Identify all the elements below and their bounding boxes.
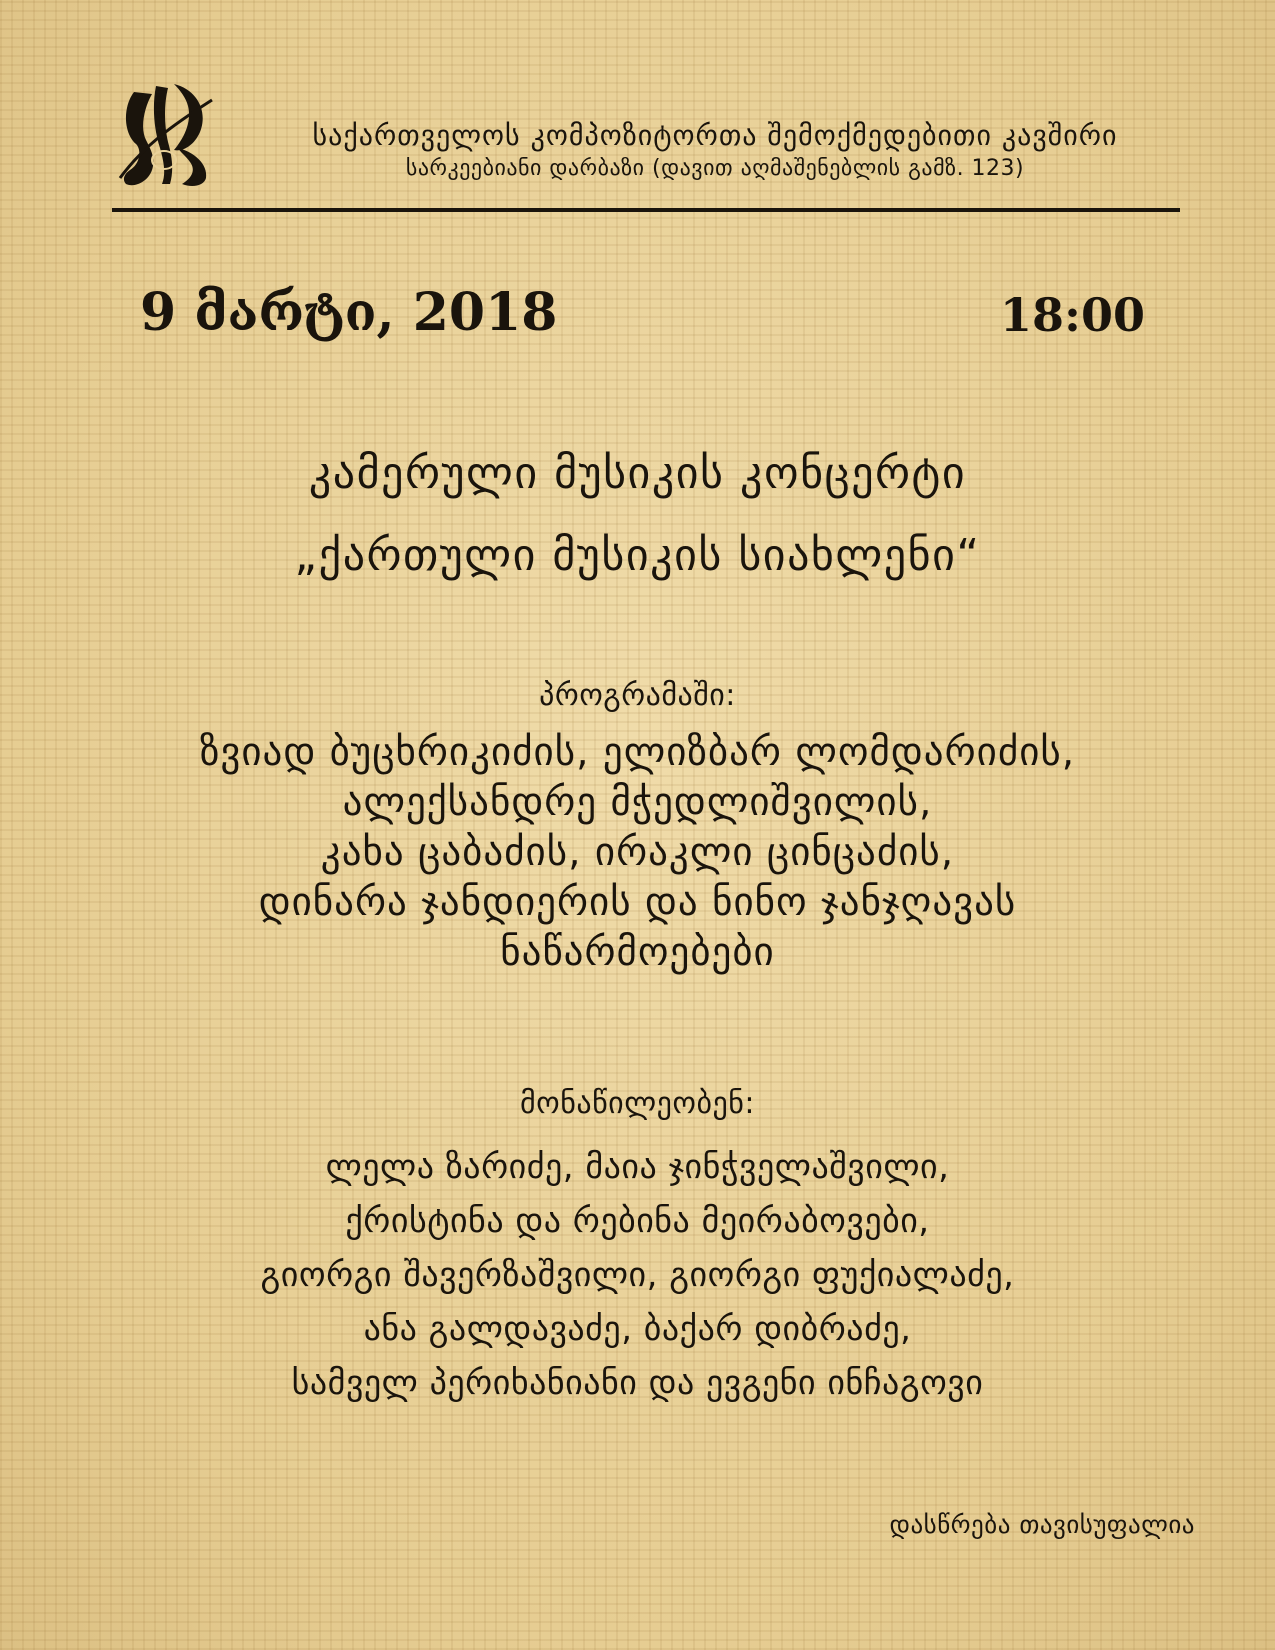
composers-list xyxy=(60,728,1215,978)
performers-line: ქრისტინა და რებინა მეირაბოვები, xyxy=(345,1201,930,1241)
performers-label: მონაწილეობენ: xyxy=(519,1086,755,1121)
free-admission-note: დასწრება თავისუფალია xyxy=(889,1510,1195,1539)
performers-line: გიორგი შავერზაშვილი, გიორგი ფუქიალაძე, xyxy=(260,1255,1015,1295)
concert-subtitle: „ქართული მუსიკის სიახლენი“ xyxy=(294,530,981,581)
composers-line: დინარა ჯანდიერის და ნინო ჯანჯღავას xyxy=(258,880,1017,925)
performers-list xyxy=(60,1140,1215,1410)
composers-line: ნაწარმოებები xyxy=(500,930,775,975)
composers-line: ზვიად ბუცხრიკიძის, ელიზბარ ლომდარიძის, xyxy=(199,730,1076,775)
performers-line: სამველ პერიხანიანი და ევგენი ინჩაგოვი xyxy=(291,1363,984,1403)
event-date: 9 მარტი, 2018 xyxy=(140,282,558,343)
union-logo-icon xyxy=(112,78,220,188)
organization-name: საქართველოს კომპოზიტორთა შემოქმედებითი კავშირი xyxy=(312,119,1118,152)
composers-line: კახა ცაბაძის, ირაკლი ცინცაძის, xyxy=(320,830,955,875)
performers-line: ანა გალდავაძე, ბაქარ დიბრაძე, xyxy=(363,1309,912,1349)
venue-address: სარკეებიანი დარბაზი (დავით აღმაშენებლის გამზ. 123) xyxy=(405,156,1025,181)
page-header xyxy=(250,118,1180,184)
program-label: პროგრამაში: xyxy=(539,678,736,713)
composers-line: ალექსანდრე მჭედლიშვილის, xyxy=(342,780,933,825)
event-time: 18:00 xyxy=(999,288,1145,342)
concert-title: კამერული მუსიკის კონცერტი xyxy=(308,448,967,499)
performers-line: ლელა ზარიძე, მაია ჯინჭველაშვილი, xyxy=(325,1147,950,1187)
header-divider xyxy=(112,208,1180,212)
